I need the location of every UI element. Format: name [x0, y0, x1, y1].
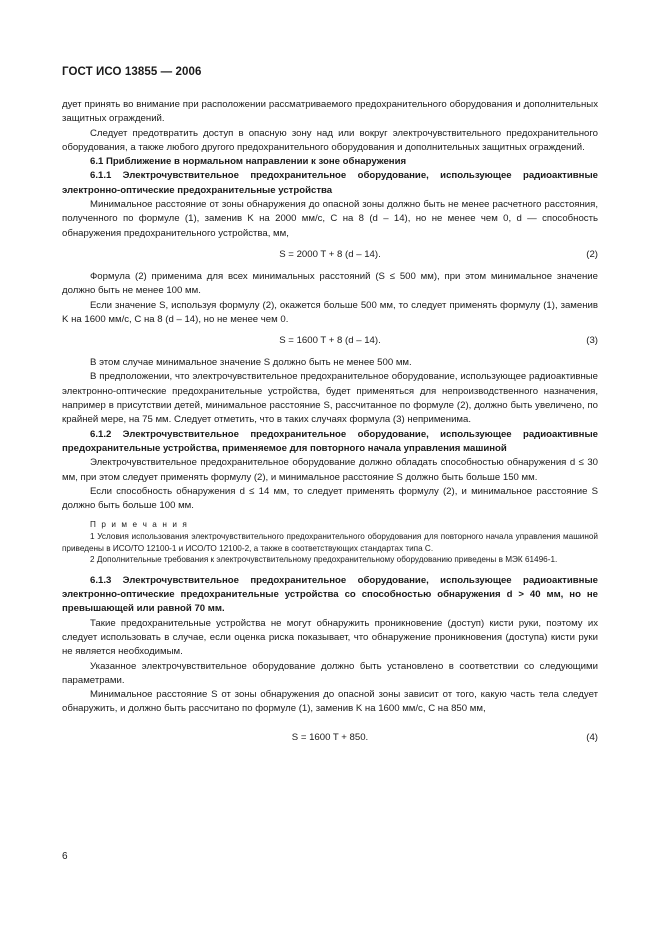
- formula-text: S = 2000 T + 8 (d – 14).: [279, 248, 381, 260]
- formula-number: (3): [586, 335, 598, 347]
- note-item: 1 Условия использования электрочувствительного предохранительного оборудования для повторного начала управления машиной приведены в ИСО/ТО 12100-1 и ИСО/ТО 12100-2, а также в соответствующих стандартах типа C.: [62, 532, 598, 553]
- section-heading-6-1-3: 6.1.3 Электрочувствительное предохранительное оборудование, использующее радиоактивные электронно-оптические предохранительные устройства со способностью обнаружения d > 40 мм, но не превышающей или равной 70 мм.: [62, 574, 598, 615]
- formula-text: S = 1600 T + 850.: [291, 731, 369, 743]
- paragraph: Если значение S, используя формулу (2), окажется больше 500 мм, то следует применять формулу (1), заменив K на 1600 мм/с, C на 8 (d – 14), но не менее чем 0.: [62, 299, 598, 325]
- note-item: 2 Дополнительные требования к электрочувствительному предохранительному оборудованию приведены в МЭК 61496-1.: [90, 555, 558, 565]
- paragraph: Минимальное расстояние от зоны обнаружения до опасной зоны должно быть не менее расчетного расстояния, полученного по формуле (1), заменив K на 2000 мм/с, C на 8 (d – 14), но не менее чем 0, d — способность обнаружения предохранительного устройства, мм,: [62, 199, 598, 239]
- paragraph: Такие предохранительные устройства не могут обнаружить проникновение (доступ) кисти руки, поэтому их следует использовать в случае, если оценка риска показывает, что обнаружение проникновения (доступа) кисти руки не является необходимым.: [62, 617, 598, 658]
- paragraph: Электрочувствительное предохранительное оборудование должно обладать способностью обнаружения d ≤ 30 мм, при этом следует применять формулу (2), и минимальное расстояние S должно быть больше 150 мм.: [62, 457, 598, 483]
- section-heading-6-1: 6.1 Приближение в нормальном направлении к зоне обнаружения: [90, 156, 407, 168]
- paragraph: Формула (2) применима для всех минимальных расстояний (S ≤ 500 мм), при этом минимальное значение должно быть не менее 100 мм.: [62, 270, 598, 297]
- section-heading-6-1-2: 6.1.2 Электрочувствительное предохранительное оборудование, использующее радиоактивные предохранительные устройства, применяемое для повторного начала управления машиной: [62, 428, 598, 454]
- formula-text: S = 1600 T + 8 (d – 14).: [279, 335, 381, 347]
- notes-block: [62, 519, 598, 565]
- formula-4: [62, 731, 598, 745]
- paragraph: дует принять во внимание при расположении рассматриваемого предохранительного оборудования и дополнительных защитных ограждений.: [62, 99, 598, 125]
- section-heading-6-1-1: 6.1.1 Электрочувствительное предохранительное оборудование, использующее радиоактивные электронно-оптические предохранительные устройства: [62, 170, 598, 196]
- paragraph: Указанное электрочувствительное оборудование должно быть установлено в соответствии со следующими параметрами.: [62, 660, 598, 686]
- paragraph: Минимальное расстояние S от зоны обнаружения до опасной зоны зависит от того, какую часть тела следует обнаружить, и должно быть рассчитано по формуле (1), заменив K на 1600 мм/с, C на 850 мм,: [62, 689, 598, 715]
- paragraph: В этом случае минимальное значение S должно быть не менее 500 мм.: [90, 357, 412, 369]
- paragraph: В предположении, что электрочувствительное предохранительное оборудование, использующее радиоактивные электронно-оптические предохранительные устройства, будет применяться для непроизводственного назначения, например в присутствии детей, минимальное расстояние S, рассчитанное по формуле (2), должно быть увеличено, по крайней мере, на 75 мм. Следует отметить, что в таких случаях формула (3) неприменима.: [62, 371, 598, 426]
- formula-2: [62, 248, 598, 262]
- document-page: [62, 66, 598, 745]
- formula-number: (4): [586, 731, 598, 743]
- notes-title: П р и м е ч а н и я: [90, 520, 189, 530]
- formula-3: [62, 334, 598, 348]
- document-header: ГОСТ ИСО 13855 — 2006: [62, 66, 202, 78]
- paragraph: Если способность обнаружения d ≤ 14 мм, то следует применять формулу (2), и минимальное расстояние S должно быть больше 100 мм.: [62, 485, 598, 512]
- page-number: 6: [62, 851, 68, 862]
- paragraph: Следует предотвратить доступ в опасную зону над или вокруг электрочувствительного предохранительного оборудования, а также любого другого предохранительного оборудования и дополнительных защитных ограждений.: [62, 127, 598, 153]
- formula-number: (2): [586, 248, 598, 260]
